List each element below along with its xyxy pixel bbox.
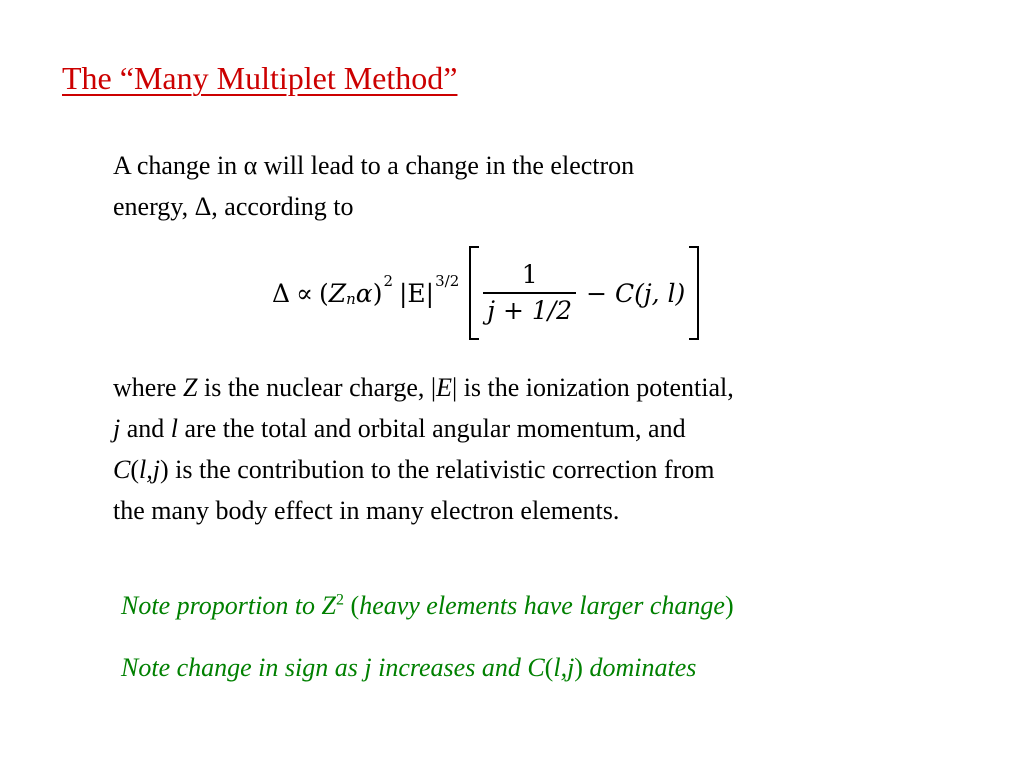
note-text: Note change in sign as j increases and C — [121, 653, 545, 682]
note-paren: ) — [724, 591, 734, 620]
explanation-line-2 — [113, 408, 734, 449]
fraction-denominator: j + 1/2 — [483, 292, 576, 326]
equation-proportional-symbol: ∝ — [296, 278, 313, 308]
equation-minus-c-term: − C(j, l) — [586, 278, 686, 308]
symbol-c: C — [113, 455, 131, 484]
symbol-j: j — [113, 414, 121, 443]
energy-shift-equation — [272, 252, 772, 334]
note-text: dominates — [582, 653, 697, 682]
slide-title: The “Many Multiplet Method” — [62, 60, 458, 96]
symbol-l: l — [170, 414, 179, 443]
equation-power-3-2: 3/2 — [435, 272, 460, 290]
note-text: l,j — [553, 653, 575, 682]
text-run: where — [113, 373, 184, 402]
equation-abs-e: |E| — [399, 278, 435, 308]
note-proportion — [121, 591, 734, 621]
note-paren: ( — [544, 653, 554, 682]
equation-alpha: α — [355, 278, 373, 308]
note-paren: ( — [350, 591, 360, 620]
equation-subscript-n: n — [346, 290, 356, 308]
explanation-line-1 — [113, 367, 734, 408]
note-superscript: 2 — [336, 591, 345, 609]
symbol-l-j: l,j — [139, 455, 160, 484]
text-run: | is the ionization potential, — [452, 373, 734, 402]
text-run: are the total and orbital angular momentum, and — [178, 414, 686, 443]
note-paren: ) — [574, 653, 583, 682]
equation-open-paren: ( — [318, 278, 329, 308]
symbol-z: Z — [183, 373, 198, 402]
note-sign-change — [121, 653, 696, 683]
fraction-numerator: 1 — [521, 260, 538, 289]
equation-z: Z — [328, 278, 347, 308]
explanation-line-3 — [113, 449, 734, 490]
equation-delta: Δ — [272, 278, 291, 308]
intro-paragraph — [113, 145, 634, 227]
text-run: ) is the contribution to the relativistic correction from — [159, 455, 715, 484]
intro-line-2: energy, Δ, according to — [113, 192, 354, 221]
text-run: and — [120, 414, 171, 443]
note-text: heavy elements have larger change — [359, 591, 725, 620]
text-run: is the nuclear charge, | — [197, 373, 437, 402]
intro-line-1: A change in α will lead to a change in the electron — [113, 151, 635, 180]
equation-fraction — [483, 260, 576, 326]
equation-close-paren: ) — [372, 278, 383, 308]
explanation-paragraph — [113, 367, 734, 531]
note-text: Note proportion to Z — [121, 591, 337, 620]
equation-power-2: 2 — [383, 272, 393, 290]
text-run: ( — [130, 455, 140, 484]
equation-bracket — [469, 260, 699, 326]
explanation-line-4: the many body effect in many electron elements. — [113, 496, 620, 525]
symbol-e: E — [436, 373, 452, 402]
